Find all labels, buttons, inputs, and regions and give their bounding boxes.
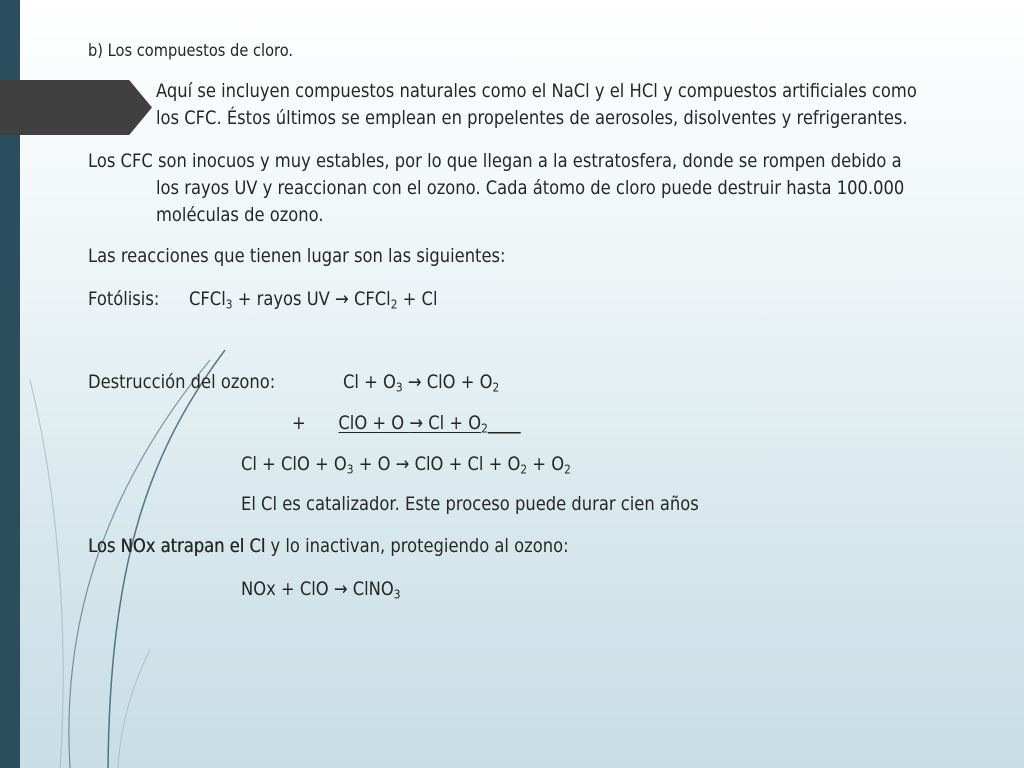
text-span: ____ — [487, 412, 521, 434]
text-span: El Cl es catalizador. Este proceso puede durar cien años — [241, 493, 699, 515]
text-span: son inocuos y muy estables, por lo que llegan a la estratosfera, donde se rompen debido a — [152, 150, 902, 172]
text-span: CFCl — [189, 288, 226, 310]
subscript: 2 — [564, 462, 571, 477]
text-span: ClNO — [347, 578, 394, 600]
reactions-intro — [88, 243, 574, 269]
paragraph-2-line-1 — [88, 148, 1024, 174]
ozone-destruction-label — [88, 369, 306, 395]
text-span: Fotólisis: — [88, 288, 160, 310]
pointer-arrow-shape — [0, 80, 152, 135]
text-span: + O — [353, 453, 396, 475]
arrow-icon: → — [409, 412, 424, 434]
text-span: Los — [88, 150, 121, 172]
text-span — [241, 576, 401, 602]
paragraph-2-line-3 — [156, 202, 351, 228]
ozone-equation-1 — [343, 369, 525, 395]
text-span — [88, 148, 902, 174]
decorative-curve — [118, 650, 150, 768]
text-span: y lo inactivan, protegiendo al ozono: — [265, 535, 569, 557]
subscript: 2 — [492, 380, 500, 395]
arrow-icon: → — [333, 578, 348, 600]
nox-statement — [88, 533, 647, 559]
subscript: 2 — [520, 462, 528, 477]
paragraph-2-line-2 — [156, 175, 1024, 201]
paragraph-1-line-2 — [156, 105, 1024, 131]
text-span: los CFC. Éstos últimos se emplean en propelentes de aerosoles, disolventes y refrigerantes. — [156, 107, 908, 129]
text-span: Cl + ClO + O — [241, 453, 347, 475]
text-span: CFCl — [348, 288, 391, 310]
ozone-sum-equation — [241, 451, 625, 477]
text-span — [241, 451, 571, 477]
cfc-term: CFC — [120, 150, 153, 172]
subscript: 2 — [390, 297, 398, 312]
nox-equation — [241, 576, 427, 602]
text-span: Cl + O — [423, 412, 482, 434]
text-span: NOx + ClO — [241, 578, 334, 600]
text-span: Cl + O — [343, 371, 396, 393]
text-span — [304, 410, 521, 436]
text-span: + O — [527, 453, 565, 475]
text-span: + rayos UV — [232, 288, 336, 310]
arrow-icon: → — [335, 288, 349, 310]
text-span — [189, 286, 437, 312]
subscript: 3 — [225, 297, 233, 312]
section-heading — [88, 38, 326, 64]
catalyst-note — [241, 491, 773, 517]
decorative-curve — [30, 380, 63, 768]
photolysis-equation — [189, 286, 478, 312]
subscript: 3 — [346, 462, 354, 477]
text-span: + Cl — [397, 288, 438, 310]
subscript: 3 — [395, 380, 403, 395]
text-span: ClO + O — [421, 371, 493, 393]
arrow-icon: → — [395, 453, 410, 475]
text-span: Aquí se incluyen compuestos naturales como el NaCl y el HCl y compuestos artificiales como — [156, 80, 917, 102]
text-span: ClO + O — [338, 412, 410, 434]
paragraph-1-line-1 — [156, 78, 1024, 104]
text-span: Destrucción del ozono: — [88, 371, 276, 393]
decorative-curve — [69, 360, 210, 768]
text-span: moléculas de ozono. — [156, 204, 324, 226]
nox-emphasis: Los NOx atrapan el Cl — [88, 535, 266, 557]
subscript: 2 — [481, 421, 488, 436]
text-span: Las reacciones que tienen lugar son las siguientes: — [88, 245, 506, 267]
photolysis-label — [88, 286, 171, 312]
text-span — [88, 533, 569, 559]
text-span: + — [292, 412, 306, 434]
arrow-icon: → — [407, 371, 422, 393]
text-span — [343, 369, 499, 395]
text-span: ClO + Cl + O — [409, 453, 521, 475]
subscript: 3 — [393, 587, 401, 602]
text-span: los rayos UV y reaccionan con el ozono. Cada átomo de cloro puede destruir hasta 100.000 — [156, 177, 905, 199]
heading-text: b) Los compuestos de cloro. — [88, 41, 294, 61]
decorative-curve — [108, 350, 225, 768]
ozone-equation-2 — [304, 410, 556, 436]
